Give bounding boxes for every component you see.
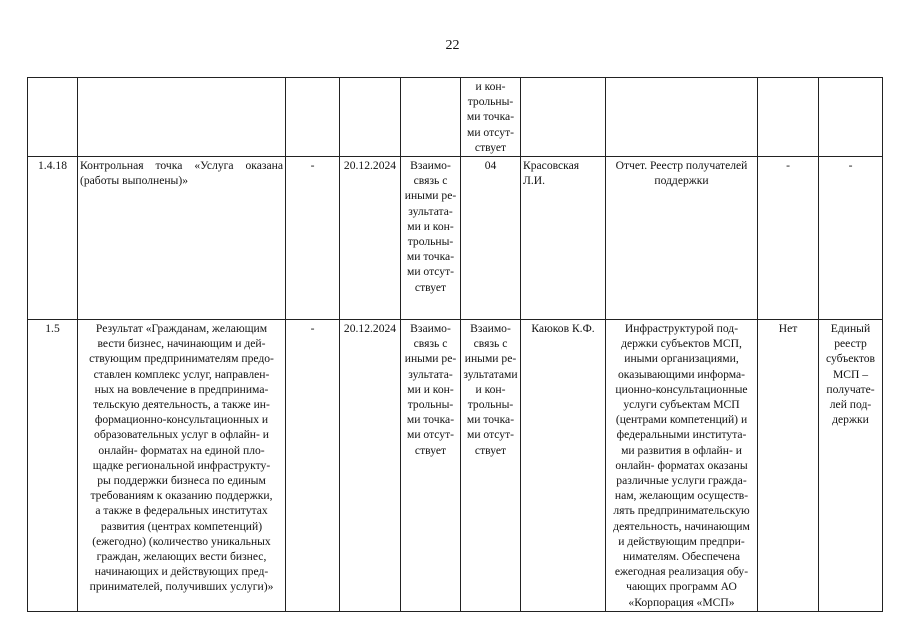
- cell-col10: [819, 78, 883, 157]
- plan-table: [27, 77, 883, 612]
- page-number: 22: [445, 38, 460, 53]
- cell-date: 20.12.2024: [340, 157, 401, 320]
- cell-col3: -: [286, 320, 340, 612]
- cell-col10: -: [819, 157, 883, 320]
- cell-name: [78, 78, 286, 157]
- cell-name: Контрольная точка «Услуга оказана (работы выполнены)»: [78, 157, 286, 320]
- cell-relation: Взаимо- связь с иными ре- зультата- ми и кон- трольны- ми точка- ми отсут- ствует: [401, 157, 461, 320]
- cell-col9: [758, 78, 819, 157]
- cell-col3: -: [286, 157, 340, 320]
- cell-responsible: Красовская Л.И.: [521, 157, 606, 320]
- cell-document: Отчет. Реестр получателей поддержки: [606, 157, 758, 320]
- cell-name: Результат «Гражданам, желающим вести бизнес, начинающим и дей- ствующим предпринимателям предо- ставлен комплекс услуг, направлен- ных на вовлечение в предпринима- тельскую деятельность, а также ин- формационно-консультационных и образовательных услуг в офлайн- и онлайн- форматах на единой пло- щадке региональной инфраструкту- ры поддержки бизнеса по единым требованиям к оказанию поддержки, а также в федеральных институтах развития (центрах компетенций) (ежегодно) (количество уникальных граждан, желающих вести бизнес, начинающих и действующих пред- принимателей, получивших услуги)»: [78, 320, 286, 612]
- cell-responsible: Каюков К.Ф.: [521, 320, 606, 612]
- cell-relation: [401, 78, 461, 157]
- cell-relation-2: 04: [461, 157, 521, 320]
- cell-col10: Единый реестр субъектов МСП – получате- лей под- держки: [819, 320, 883, 612]
- cell-number: [28, 78, 78, 157]
- cell-col9: -: [758, 157, 819, 320]
- table-row: [28, 157, 883, 320]
- cell-col9: Нет: [758, 320, 819, 612]
- cell-date: 20.12.2024: [340, 320, 401, 612]
- cell-col3: [286, 78, 340, 157]
- cell-number: 1.4.18: [28, 157, 78, 320]
- table-row: [28, 78, 883, 157]
- cell-document: [606, 78, 758, 157]
- table-row: [28, 320, 883, 612]
- cell-responsible: [521, 78, 606, 157]
- cell-relation-2: и кон- трольны- ми точка- ми отсут- ствует: [461, 78, 521, 157]
- cell-relation-2: Взаимо- связь с иными ре- зультатами и кон- трольны- ми точка- ми отсут- ствует: [461, 320, 521, 612]
- cell-document: Инфраструктурой под- держки субъектов МСП, иными организациями, оказывающими информа- ционно-консультационные услуги субъектам МСП (центрами компетенций) и федеральными института- ми развития в офлайн- и онлайн- форматах оказаны различные услуги гражда- нам, желающим осуществ- лять предпринимательскую деятельность, начинающим и действующим предпри- нимателям. Обеспечена ежегодная реализация обу- чающих программ АО «Корпорация «МСП»: [606, 320, 758, 612]
- cell-relation: Взаимо- связь с иными ре- зультата- ми и кон- трольны- ми точка- ми отсут- ствует: [401, 320, 461, 612]
- cell-number: 1.5: [28, 320, 78, 612]
- cell-date: [340, 78, 401, 157]
